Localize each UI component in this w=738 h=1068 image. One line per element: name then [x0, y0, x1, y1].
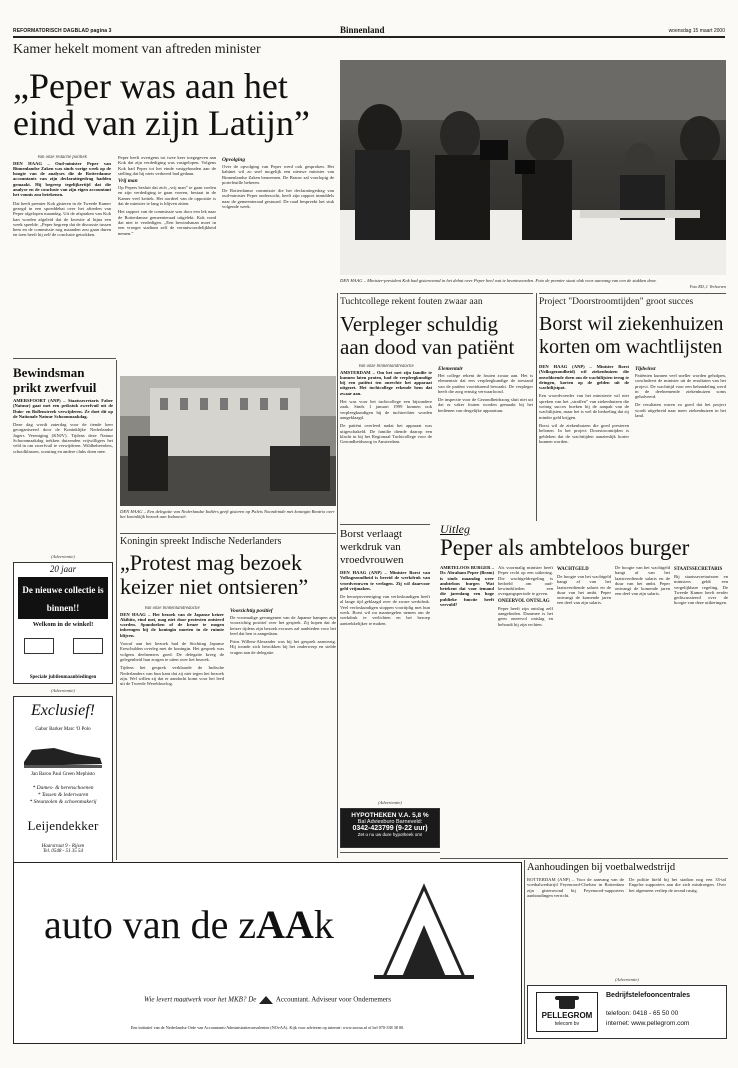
- uitleg-col4b-text: De hoogte van het wachtgeld hangt af van het laatstverdiende salaris en de duur van het ambt. Peper ontvangt de komende jaren een deel van zijn salaris.: [615, 565, 670, 597]
- zaak-title-part2: AA: [256, 902, 314, 947]
- aanhoudingen-body1: ROTTERDAM (ANP) – Voor de aanvang van de voetbalwedstrijd Feyenoord-Chelsea in Rotterdam zijn gisteravond bij Feyenoord-supporters aanhoudingen verricht.: [527, 877, 624, 898]
- lead-intro: DEN HAAG – Oud-minister Peper van Binnenlandse Zaken was sinds vorige week op de hoogte van de analyses die de Rotterdamse accountants van zijn declaratiegedrag hadden gemaakt. Hij begreep tegelijkertijd dat die analyse en de conclusie van zijn eigen accountant het vonnis zou betekenen.: [13, 160, 111, 198]
- lead-photo-caption-text: DEN HAAG – Minister-president Kok had gisteravond in het debat over Peper heel wat te beantwoorden. Foto de premier staat vlak voor aanvang van een de stukken door.: [340, 278, 657, 283]
- lead-headline-line1: „Peper was aan het: [13, 66, 288, 106]
- koningin-rule: [120, 533, 336, 534]
- verpleger-kicker: Tuchtcollege rekent fouten zwaar aan: [340, 297, 483, 307]
- ad-collectie-banner: [18, 577, 108, 619]
- doorstroom-col1: [539, 364, 629, 518]
- pellegrom-web: internet: www.pellegrom.com: [606, 1020, 690, 1027]
- pellegrom-ad-label: (Advertentie): [615, 977, 639, 982]
- verpleger-col1: [340, 364, 432, 518]
- bewindsman-body: [13, 398, 113, 548]
- lead-photo-scene: [340, 60, 726, 275]
- ad-collectie-top: 20 jaar: [49, 564, 77, 574]
- lead-col3: [222, 155, 334, 355]
- koningin-photo-scene: [120, 376, 336, 506]
- koningin-photo: [120, 376, 336, 506]
- ad-collectie-logos: [14, 638, 112, 654]
- lead-col2: [118, 155, 216, 355]
- koningin-body4: Prins Willem-Alexander was bij het gesprek aanwezig. Hij toonde zich betrokken bij het onderwerp en stelde vragen aan de delegatie.: [230, 639, 336, 655]
- uitleg-col5-text: Bij staatssecretarissen en ministers geldt een vergelijkbare regeling. De Tweede Kamer heeft eerder gediscussieerd over de hoogte van deze uitkeringen.: [674, 574, 728, 606]
- koningin-body3: De voormalige gevangenen van de Japanse kampen zijn voorzichtig positief over het gesprek. Zij hopen dat de keizer tijdens zijn bezoek excuses zal aanbieden voor het leed dat hen is aangedaan.: [230, 615, 336, 636]
- uitleg-col1: [440, 565, 494, 855]
- ad-hypotheken[interactable]: [340, 808, 440, 848]
- lead-col1: [13, 155, 111, 355]
- koningin-body2: Tijdens het gesprek verklaarde de Indische Nederlanders van hun kant dat zij niet tegen het bezoek zijn. Wel willen zij dat er aandacht komt voor het leed uit de Tweede Wereldoorlog.: [120, 665, 224, 687]
- ad-hypotheken-title: HYPOTHEKEN V.A. 5,8 %: [351, 812, 429, 819]
- uitleg-label: Uitleg: [440, 522, 470, 536]
- zaak-tagline: [144, 995, 391, 1005]
- koningin-subhead: Voorzichtig positief: [230, 608, 273, 614]
- bewindsman-intro: AMERSFOORT (ANP) – Staatssecretaris Faber (Natuur) gaat met een prikstok zwerfvuil uit de Duin- en Bollenstreek verwijderen. Ze doet dit op de Nationale Natuur Schoonmaakdag.: [13, 398, 113, 419]
- ad-exclusief-item-2: * Tassen & lederwaren: [37, 792, 89, 798]
- aanhoudingen-col1: [527, 877, 624, 975]
- koningin-photo-caption: DEN HAAG – Een delegatie van Nederlandse Indiërs geeft gisteren op Paleis Noordeinde met koningin Beatrix over het koninklijk bezoek aan Indonesië.: [120, 509, 335, 520]
- zaak-tagline-end: Accountant. Adviseur voor Ondernemers: [275, 995, 391, 1004]
- ad-collectie-sub: Welkom in de winkel!: [32, 621, 94, 628]
- col-rule-2: [337, 293, 338, 858]
- doorstroom-subhead: Tijdwinst: [635, 366, 656, 372]
- uitleg-col3-text: Peper heeft zijn ontslag zelf aangeboden. Daarmee is het geen oneervol ontslag en behoudt hij zijn rechten.: [498, 605, 553, 627]
- zaak-accountant-logo-icon: [364, 877, 484, 987]
- uitleg-col4: [615, 565, 670, 855]
- ad-hypotheken-tag: Zet u nu uw dure hypotheek om!: [357, 832, 423, 837]
- uitleg-subhead1: ONEERVOL ONTSLAG: [498, 598, 550, 604]
- bewindsman-text: Deze dag wordt zaterdag voor de tiende keer georganiseerd door de Koninklijke Nederlandse Jagers Vereniging (KNJV). Tijdens deze Natuur Schoonmaakdag trekken duizenden vrijwilligers het veld in om zwerfvuil te verwijderen. Wildbeheerders, schoolklassen, scouting en andere clubs doen mee.: [13, 422, 113, 454]
- uitleg-col2-text: Als voormalig minister heeft Peper recht op een uitkering. Die wachtgeldregeling is bedoeld om oud-bewindslieden een overgangsperiode te geven.: [498, 565, 553, 597]
- verpleger-col2: [438, 364, 533, 518]
- phone-icon: [537, 995, 597, 1011]
- uitleg-col1-text: AMBTELOOS BURGER – Dr. Abraham Peper (Bram) is sinds maandag weer ambteloos burger. Wat betekent dat voor iemand die jarenlang een hoge publieke functie heeft vervuld?: [440, 565, 494, 608]
- vroedvrouwen-bottom-rule: [340, 852, 440, 853]
- zaak-title: [44, 901, 334, 949]
- koningin-kicker: Koningin spreekt Indische Nederlanders: [120, 536, 282, 547]
- uitleg-headline: Peper als ambteloos burger: [440, 535, 690, 560]
- ad-exclusief-item-3: * Steunzolen & schoenmakerij: [29, 799, 97, 805]
- verpleger-intro: AMSTERDAM – Om het met zijn familie te kunnen laten praten, had de verpleegkundige bij een patiënt ten onrechte het apparaat uitgezet. Het tuchtcollege rekende hem dat zwaar aan.: [340, 369, 432, 396]
- doorstroom-headline-line1: Borst wil ziekenhuizen: [539, 313, 724, 335]
- ad-auto-van-de-zaak[interactable]: [13, 862, 522, 1044]
- doorstroom-body4: De resultaten waren zo goed dat het project wordt uitgebreid naar meer ziekenhuizen in het land.: [635, 402, 726, 419]
- lead-body4: Het rapport van de commissie was door een lek naar de Rotterdamse gemeenteraad uitgelekt. Kok vond dat niet te verdedigen. „Een bewindsman moet in een vroeger stadium zelf de verantwoordelijkheid nemen.”: [118, 209, 216, 236]
- ad-collectie-logo-2: [73, 638, 103, 654]
- vroedvrouwen-intro: DEN HAAG (ANP) – Minister Borst van Volksgezondheid is bereid de werkdruk van vroedvrouwen te verlagen. Zij wil daarvoor geld vrijmaken.: [340, 570, 430, 591]
- lead-photo-credit: Foto RD, J. Verhoeven: [689, 284, 726, 289]
- uitleg-bottom-rule: [440, 858, 728, 859]
- ad-exclusief-title: Exclusief!: [31, 702, 95, 719]
- zaak-title-part1: auto van de z: [44, 902, 257, 947]
- aanhoudingen-headline: Aanhoudingen bij voetbalwedstrijd: [527, 862, 676, 873]
- pellegrom-logo: [536, 992, 598, 1032]
- koningin-intro: DEN HAAG – Het bezoek van de Japanse keizer Akihito, eind mei, mag niet door protesten ontsierd worden. Spandoeken of de keuze te mogen inbrengen bij de koningin moeten in de ruimte blijven.: [120, 611, 224, 638]
- uitleg-subhead2: WACHTGELD: [557, 567, 589, 572]
- masthead-date: woensdag 15 maart 2000: [668, 28, 725, 34]
- ad-collectie-title: De nieuwe collectie is binnen!!: [22, 585, 104, 613]
- zaak-small-logo-icon: [258, 995, 274, 1005]
- uitleg-col4-text: De hoogte van het wachtgeld hangt af van het laatstverdiende salaris en de duur van het ambt. Peper ontvangt de komende jaren een deel van zijn salaris.: [557, 574, 611, 606]
- doorstroom-rule: [539, 293, 726, 294]
- lead-byline: Van onze redactie politiek: [37, 155, 87, 160]
- doorstroom-intro: DEN HAAG (ANP) – Minister Borst (Volksgezondheid) wil ziekenhuizen die onvoldoende doen om de wachtlijsten terug te dringen, korten op de gelden uit de wachtlijstpot.: [539, 364, 629, 391]
- lead-body3: Op Pepers besluit dat zich „vrij man” te gaan voelen en zijn verdediging te gaan voeren, bestaat in de Kamer veel kritiek. Het oordeel van de oppositie is dat de minister te lang is blijven zitten.: [118, 185, 216, 207]
- lead-subhead2: Opvolging: [222, 157, 246, 163]
- ad-collectie-footer: Speciale jubileumaanbiedingen: [29, 675, 97, 680]
- masthead-rule: [13, 36, 725, 38]
- koningin-headline-line1: „Protest mag bezoek: [120, 550, 303, 575]
- lead-body6: De Rotterdamse commissie die het declaratiegedrag van oud-minister Peper onderzocht, heeft zijn rapport inmiddels naar de gemeenteraad gestuurd. De raad bespreekt het stuk volgende week.: [222, 188, 334, 210]
- zaak-title-part3: k: [313, 902, 334, 947]
- aanhoudingen-body2: De politie hield bij het stadion nog een 35-tal Engelse supporters aan die zich misdroegen. Over het algemeen verliep de avond rustig.: [629, 877, 726, 893]
- ad-collectie-logo-1: [24, 638, 54, 654]
- uitleg-col2: [498, 565, 553, 855]
- col-rule-4: [524, 860, 525, 1044]
- doorstroom-kicker: Project "Doorstroomtijden" groot succes: [539, 297, 694, 307]
- ad-exclusief-address: Haarstraat 9 - Rijsen: [41, 844, 85, 849]
- ad-exclusief-phone: Tel. 0548 - 51 35 54: [42, 849, 84, 854]
- verpleger-byline: Van onze binnenlandredactie: [358, 364, 414, 369]
- col-rule-1: [116, 360, 117, 860]
- verpleger-headline-line1: Verpleger schuldig: [340, 312, 499, 336]
- ad-label-1: (Advertentie): [51, 554, 75, 559]
- lead-photo: [340, 60, 726, 275]
- aanhoudingen-col2: [629, 877, 726, 975]
- ad-exclusief-shop: Leijendekker: [27, 818, 99, 833]
- doorstroom-body2: Borst wil de ziekenhuizen die goed presteren belonen. In het project Doorstroomtijden is gebleken dat de wachttijden aanzienlijk korter kunnen worden.: [539, 422, 629, 444]
- uitleg-subhead3: STAATSSECRETARIS: [674, 567, 723, 572]
- ad-exclusief-brand2: Jan Baron Paul Green Mephisto: [31, 772, 95, 777]
- doorstroom-headline-line2: korten om wachtlijsten: [539, 336, 723, 358]
- ad-collectie[interactable]: [13, 562, 113, 684]
- bewindsman-headline: Bewindsman prikt zwerfvuil: [13, 365, 97, 395]
- ad-hypotheken-phone: 0342-423799 (9-22 uur): [352, 825, 428, 832]
- lead-subhead1: Vrij man: [118, 178, 138, 185]
- verpleger-body4: De inspectie voor de Gezondheidszorg sluit niet uit dat er vaker fouten worden gemaakt bij het bedienen van dergelijke apparatuur.: [438, 397, 533, 413]
- uitleg-col3: [557, 565, 611, 855]
- verpleger-body1: Het was voor het tuchtcollege een bijzondere zaak. Sinds 1 januari 1999 kunnen ook verpleegkundigen bij de tuchtrechter worden aangeklaagd.: [340, 399, 432, 420]
- lead-headline-line2: eind van zijn Latijn”: [13, 103, 310, 143]
- ad-label-2: (Advertentie): [51, 688, 75, 693]
- koningin-headline-line2: keizer niet ontsieren”: [120, 574, 309, 599]
- ad-exclusief-list: [14, 785, 112, 806]
- ad-exclusief-brand1: Gabor Barker Marc 'O Polo: [35, 727, 91, 732]
- verpleger-rule: [340, 293, 533, 294]
- masthead-paper-name: REFORMATORISCH DAGBLAD pagina 3: [13, 28, 112, 34]
- pellegrom-sub: telecom bv: [554, 1021, 580, 1027]
- doorstroom-body3: Patiënten kunnen veel sneller worden geholpen, concludeert de minister uit de resultaten van het project. De wachttijd voor een behandeling werd in de deelnemende ziekenhuizen soms gehalveerd.: [635, 373, 726, 400]
- uitleg-col5: [674, 565, 728, 855]
- doorstroom-body1: Een woordvoerder van het ministerie wil niet spreken van het „straffen” van ziekenhuizen die weinig succes boeken bij de aanpak van de wachtlijsten, maar het is wel de bedoeling dat zij minder geld krijgen.: [539, 393, 629, 420]
- lead-body1: Dat heeft premier Kok gisteren in de Tweede Kamer gezegd in een spoeddebat over het aftreden van Peper afgelopen maandag. Uit de afspraken van Kok kan worden afgeleid dat de kwestie al bijna een week speelde. „Peper begreep dat de discussie tussen hem en de commissie nog maanden zou gaan duren en toen heeft hij zelf de conclusie getrokken.: [13, 200, 111, 238]
- ad-exclusief-item-1: * Dames- & herenschoenen: [32, 785, 94, 791]
- vroedvrouwen-rule: [340, 524, 430, 525]
- lead-body5: Over de opvolging van Peper werd ook gesproken. Het kabinet wil zo snel mogelijk een nieuwe minister van Binnenlandse Zaken benoemen. De Brauw zal voorlopig de portefeuille beheren.: [222, 164, 334, 185]
- verpleger-body3: Het college rekent de fouten zwaar aan. Het is elementair dat een verpleegkundige de toestand van de patiënt voortdurend bewaakt. De verpleger heeft die zorg ernstig verwaarloosd.: [438, 373, 533, 394]
- zaak-footer: Een initiatief van de Nederlandse Orde van Accountants-Administratieconsulenten (NOvAA). Kijk voor adviezen op internet: www.novaa.nl of bel 070-338 38 00.: [130, 1025, 405, 1030]
- vroedvrouwen-text: De beroepsvereniging van verloskundigen heeft al lange tijd geklaagd over de zware werkdruk. Veel verloskundigen stoppen voortijdig met hun werk. Borst wil nu maatregelen nemen om de werkdruk te verlichten en het beroep aantrekkelijker te maken.: [340, 594, 430, 626]
- koningin-byline: Van onze binnenlandredactie: [144, 606, 200, 611]
- doorstroom-col2: [635, 364, 726, 518]
- ad-hypotheken-firm: Bal Adviesburo Barneveld:: [357, 819, 423, 825]
- col-rule-3: [536, 293, 537, 521]
- pellegrom-tel: telefoon: 0418 - 65 50 00: [606, 1010, 679, 1017]
- verpleger-subhead: Elementair: [438, 366, 463, 372]
- ad-pellegrom[interactable]: [527, 985, 727, 1039]
- masthead-section: Binnenland: [340, 25, 385, 35]
- pellegrom-name: PELLEGROM: [541, 1011, 593, 1020]
- lead-divider: [13, 358, 116, 359]
- lead-kicker: Kamer hekelt moment van aftreden minister: [13, 42, 261, 57]
- shoe-icon: [14, 736, 112, 772]
- pellegrom-head: Bedrijfstelefooncentrales: [606, 992, 691, 999]
- zaak-tagline-text: Wie levert maatwerk voor het MKB? De: [144, 995, 257, 1004]
- vroedvrouwen-body: [340, 570, 430, 784]
- lead-body2: Peper heeft overigens tot twee keer toegegeven aan Kok dat zijn verdediging was vastgelopen. Volgens Kok had Peper tot het einde vastgehouden aan de stelling dat hij niets verkeerd had gedaan.: [118, 155, 216, 176]
- koningin-body1: Vooraf aan het bezoek had de Stichting Japanse Ereschulden overleg met de koningin. Het gesprek was volgens deelnemers goed. De delegatie kreeg de gelegenheid hun zorgen te uiten over het bezoek.: [120, 641, 224, 662]
- verpleger-headline-line2: aan dood van patiënt: [340, 335, 515, 359]
- verpleger-body2: De patiënt overleed nadat het apparaat was uitgeschakeld. De familie diende daarop een klacht in bij het Regionaal Tuchtcollege voor de Gezondheidszorg in Amsterdam.: [340, 423, 432, 445]
- vroedvrouwen-headline: Borst verlaagt werkdruk van vroedvrouwen: [340, 528, 404, 566]
- hypotheek-ad-label: (Advertentie): [378, 800, 402, 805]
